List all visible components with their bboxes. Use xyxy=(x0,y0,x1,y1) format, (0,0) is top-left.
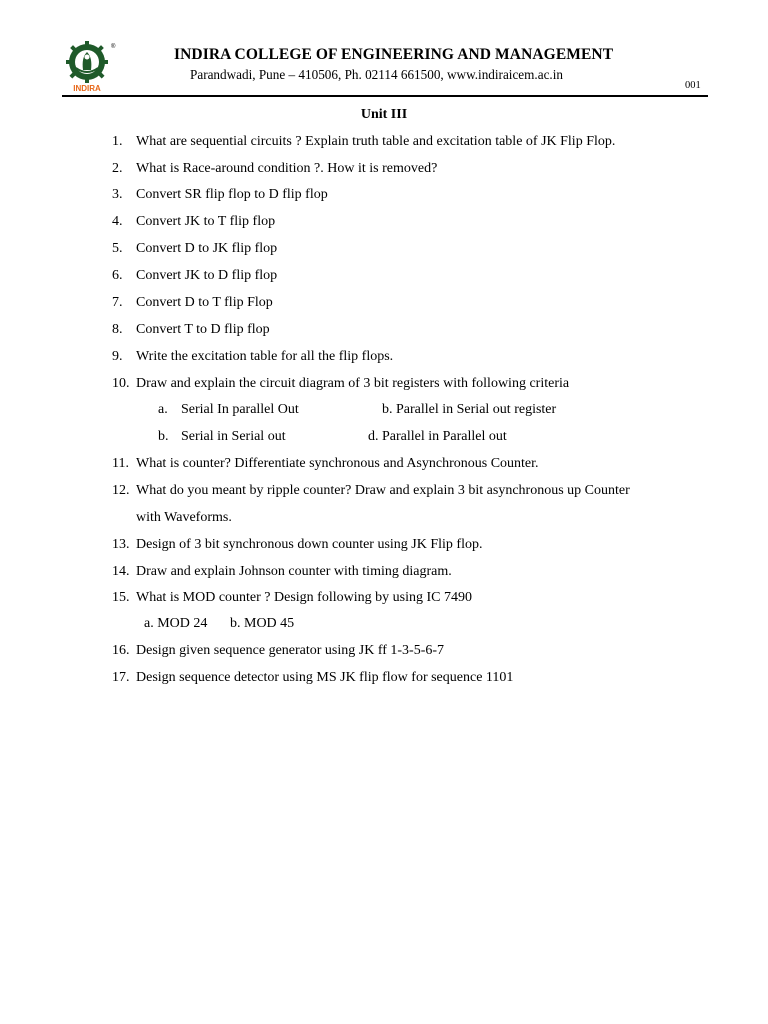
question-number: 10. xyxy=(112,376,130,391)
option-text: b. Parallel in Serial out register xyxy=(382,402,557,417)
option-marker: b. xyxy=(158,429,169,444)
question-text: Design sequence detector using MS JK flip flow for sequence 1101 xyxy=(136,670,514,685)
question-number: 5. xyxy=(112,241,123,256)
logo-text: INDIRA xyxy=(73,84,101,93)
question-text: What is Race-around condition ?. How it is removed? xyxy=(136,161,438,176)
question-text: What do you meant by ripple counter? Draw and explain 3 bit asynchronous up Counter xyxy=(136,483,630,498)
question-number: 12. xyxy=(112,483,130,498)
college-address: Parandwadi, Pune – 410506, Ph. 02114 661500, www.indiraicem.ac.in xyxy=(190,67,563,82)
question-number: 2. xyxy=(112,161,123,176)
question-number: 7. xyxy=(112,295,123,310)
question-number: 17. xyxy=(112,670,130,685)
question-number: 13. xyxy=(112,537,130,552)
college-logo-icon xyxy=(62,40,116,94)
question-number: 16. xyxy=(112,643,130,658)
question-number: 9. xyxy=(112,349,123,364)
question-number: 14. xyxy=(112,564,130,579)
option-text: Serial In parallel Out xyxy=(181,402,299,417)
question-number: 8. xyxy=(112,322,123,337)
header-divider xyxy=(62,95,708,97)
question-text: Draw and explain Johnson counter with timing diagram. xyxy=(136,564,452,579)
option-text: Serial in Serial out xyxy=(181,429,286,444)
option-text: d. Parallel in Parallel out xyxy=(368,429,507,444)
question-number: 3. xyxy=(112,187,123,202)
question-text: Convert T to D flip flop xyxy=(136,322,270,337)
question-text: Convert D to JK flip flop xyxy=(136,241,278,256)
question-text: Design of 3 bit synchronous down counter using JK Flip flop. xyxy=(136,537,483,552)
question-text: Write the excitation table for all the flip flops. xyxy=(136,349,394,364)
question-text: Convert JK to T flip flop xyxy=(136,214,276,229)
question-text: What are sequential circuits ? Explain truth table and excitation table of JK Flip Flop. xyxy=(136,134,616,149)
option-text: b. MOD 45 xyxy=(230,616,295,631)
question-text: What is MOD counter ? Design following by using IC 7490 xyxy=(136,590,472,605)
question-number: 4. xyxy=(112,214,123,229)
logo-registered-mark: ® xyxy=(111,44,116,50)
college-name: INDIRA COLLEGE OF ENGINEERING AND MANAGEMENT xyxy=(174,46,614,63)
question-text: Design given sequence generator using JK ff 1-3-5-6-7 xyxy=(136,643,445,658)
question-number: 11. xyxy=(112,456,129,471)
question-text: Convert SR flip flop to D flip flop xyxy=(136,187,328,202)
option-text: a. MOD 24 xyxy=(144,616,208,631)
question-text: Convert D to T flip Flop xyxy=(136,295,273,310)
page-code: 001 xyxy=(685,80,701,91)
question-text: Draw and explain the circuit diagram of 3 bit registers with following criteria xyxy=(136,376,570,391)
question-text: What is counter? Differentiate synchronous and Asynchronous Counter. xyxy=(136,456,539,471)
question-text: Convert JK to D flip flop xyxy=(136,268,278,283)
question-text: with Waveforms. xyxy=(136,510,232,525)
unit-title: Unit III xyxy=(360,107,408,122)
question-number: 6. xyxy=(112,268,123,283)
question-number: 15. xyxy=(112,590,130,605)
question-number: 1. xyxy=(112,134,123,149)
option-marker: a. xyxy=(158,402,168,417)
